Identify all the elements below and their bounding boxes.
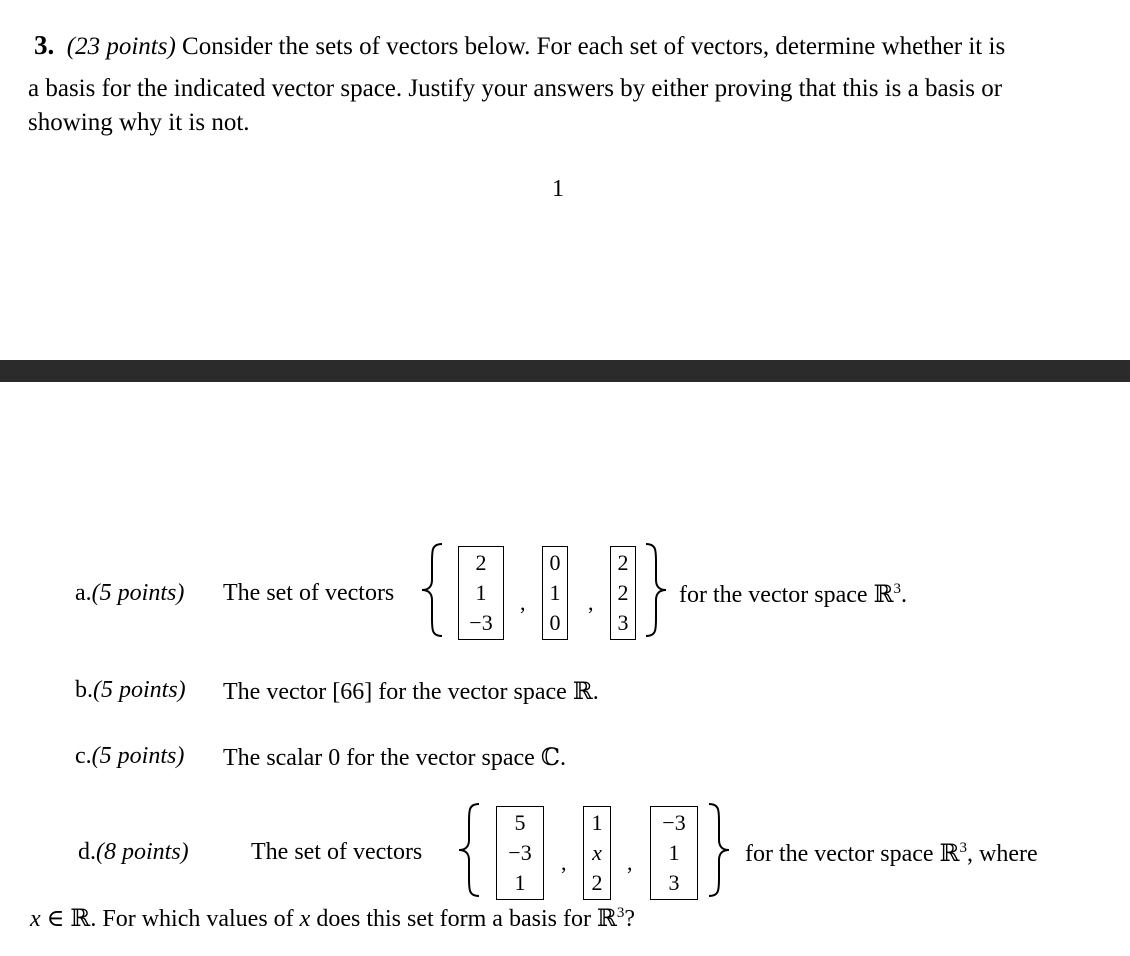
matrix-cell: 2 <box>591 870 603 895</box>
matrix-cell: 2 <box>617 550 629 575</box>
part-a-vector-3 <box>610 546 636 640</box>
separator-comma: , <box>520 590 526 615</box>
part-d-line2-exp: 3 <box>616 905 625 921</box>
problem-text-line3: showing why it is not. <box>28 109 250 136</box>
matrix-cell: 3 <box>668 870 680 895</box>
separator-comma: , <box>561 850 567 875</box>
part-d-var: x <box>30 906 41 932</box>
part-c-points: (5 points) <box>91 743 185 769</box>
part-b-label-line <box>75 677 186 704</box>
part-a-prefix: The set of vectors <box>223 580 395 606</box>
matrix-cell: 2 <box>475 550 487 575</box>
problem-text-line2: a basis for the indicated vector space. Justify your answers by either proving that this is a basis or <box>28 75 1003 102</box>
part-d-right-brace <box>703 800 733 900</box>
part-d-points: (8 points) <box>96 839 189 865</box>
separator-comma: , <box>588 590 594 615</box>
matrix-cell: −3 <box>469 610 493 635</box>
part-a-points: (5 points) <box>91 580 185 606</box>
part-d-line2 <box>30 904 635 933</box>
matrix-cell: 1 <box>591 810 603 835</box>
part-a-label: a. <box>75 580 92 606</box>
problem-header-line <box>34 30 1005 61</box>
matrix-cell: −3 <box>662 810 686 835</box>
part-d-suffix-end: , where <box>967 841 1038 867</box>
part-b-text: The vector [66] for the vector space ℝ. <box>223 679 599 705</box>
part-d-vector-2 <box>583 806 611 900</box>
part-a-left-brace <box>418 540 448 640</box>
matrix-cell: 0 <box>549 550 561 575</box>
part-a-label-line <box>75 580 184 607</box>
part-d-line2-end: ? <box>624 906 636 932</box>
part-b-label: b. <box>75 677 93 703</box>
part-d-suffix-text: for the vector space ℝ <box>745 841 960 867</box>
part-d-left-brace <box>455 800 485 900</box>
matrix-cell: 1 <box>549 580 561 605</box>
part-a-right-brace <box>640 540 670 640</box>
part-d-prefix: The set of vectors <box>251 839 423 865</box>
part-d-vector-1 <box>496 806 544 900</box>
matrix-cell: 2 <box>617 580 629 605</box>
matrix-cell: x <box>592 840 602 865</box>
part-b-points: (5 points) <box>93 677 186 703</box>
part-a-exponent: 3 <box>893 581 902 597</box>
page-number: 1 <box>552 176 564 202</box>
separator-comma: , <box>627 850 633 875</box>
part-a-end: . <box>901 582 908 608</box>
matrix-cell: 3 <box>617 610 629 635</box>
page-divider <box>0 360 1130 382</box>
part-c-label: c. <box>75 743 92 769</box>
matrix-cell: −3 <box>508 840 532 865</box>
part-d-label: d. <box>78 839 96 865</box>
part-d-suffix <box>745 839 1038 868</box>
problem-points: (23 points) <box>66 33 176 60</box>
matrix-cell: 1 <box>475 580 487 605</box>
part-d-exponent: 3 <box>959 840 968 856</box>
part-c-text: The scalar 0 for the vector space ℂ. <box>223 745 566 771</box>
part-d-vector-3 <box>650 806 698 900</box>
part-d-line2-a: ∈ ℝ. For which values of <box>40 906 300 932</box>
problem-number: 3. <box>34 30 55 60</box>
matrix-cell: 5 <box>514 810 526 835</box>
part-a-vector-2 <box>542 546 568 640</box>
part-a-suffix <box>679 580 907 609</box>
matrix-cell: 1 <box>514 870 526 895</box>
part-d-line2-b: does this set form a basis for ℝ <box>310 906 617 932</box>
part-c-label-line <box>75 743 184 770</box>
problem-text-line1: Consider the sets of vectors below. For each set of vectors, determine whether it is <box>182 33 1006 60</box>
part-a-suffix-text: for the vector space ℝ <box>679 582 894 608</box>
matrix-cell: 0 <box>549 610 561 635</box>
part-d-var2: x <box>299 906 311 932</box>
part-a-vector-1 <box>458 546 504 640</box>
matrix-cell: 1 <box>668 840 680 865</box>
part-d-label-line <box>78 839 189 866</box>
